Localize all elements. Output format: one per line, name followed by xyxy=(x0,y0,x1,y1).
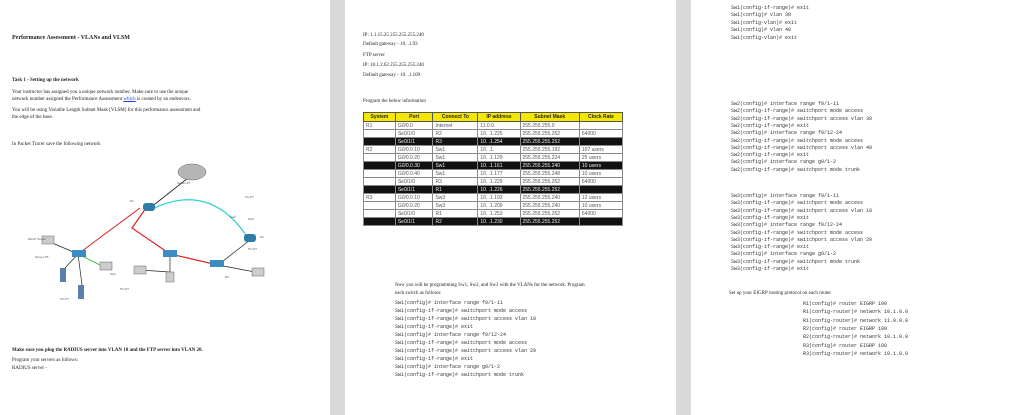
eigrp-command-line: R1(config-router)# network 10.1.0.0 xyxy=(803,309,909,316)
server-icon-2 xyxy=(78,285,84,299)
document-page-3 xyxy=(691,0,1024,415)
table-row xyxy=(364,210,623,218)
col-port: Port xyxy=(395,113,433,122)
sw3-command-line: Sw3(config-if-range)# switchport mode access xyxy=(731,229,864,236)
table-cell-sys xyxy=(364,162,396,170)
pc-icon-2 xyxy=(100,262,112,270)
sw2-command-line: Sw2(config-if-range)# switchport mode access xyxy=(731,137,864,144)
table-cell-mask: 255.255.255.0 xyxy=(520,122,579,130)
command-line: Sw1(config-if-range)# switchport access vlan 20 xyxy=(395,348,537,354)
eigrp-command-line: R1(config)# router EIGRP 100 xyxy=(803,301,888,307)
svg-text:Server-PT: Server-PT xyxy=(177,181,191,185)
table-cell-clock: 10 users xyxy=(579,202,622,210)
table-cell-mask: 255.255.255.252 xyxy=(520,218,579,226)
link-r2-sw1 xyxy=(78,208,140,254)
table-cell-clock xyxy=(579,138,622,146)
sw2-command-line: Sw2(config-if-range)# switchport access vlan 30 xyxy=(731,115,873,122)
after-table-line-1: Now you will be programming Sw1, Sw2, and Sw3 with the VLANs for the network. Program xyxy=(395,283,585,288)
table-cell-port: Se0/1/1 xyxy=(395,138,433,146)
eigrp-instruction: Set up your EIGRP routing protocol on each router xyxy=(729,291,832,296)
vlan-command-line: Sw1(config-vlan)# exit xyxy=(731,19,798,26)
table-row xyxy=(364,122,623,130)
svg-text:PC-PT: PC-PT xyxy=(120,287,129,291)
table-cell-conn: R2 xyxy=(433,130,478,138)
eigrp-command-line: R2(config-router)# network 10.1.0.0 xyxy=(803,334,909,341)
table-row xyxy=(364,130,623,138)
after-table-line-2: each switch as follows: xyxy=(395,291,442,296)
sw2-command-line: Sw2(config)# interface range f0/12-24 xyxy=(731,130,843,137)
program-line: Program the below information xyxy=(363,99,426,104)
table-row xyxy=(364,194,623,202)
table-cell-conn: Sw1 xyxy=(433,154,478,162)
command-line: Sw1(config-if-range)# exit xyxy=(395,324,474,330)
table-cell-mask: 255.255.255.252 xyxy=(520,186,579,194)
table-cell-mask: 255.255.255.252 xyxy=(520,210,579,218)
document-page-2 xyxy=(345,0,676,415)
switch-sw1-icon xyxy=(72,250,86,257)
table-cell-port: Se0/1/0 xyxy=(395,178,433,186)
svg-text:Sw2: Sw2 xyxy=(230,215,236,219)
sw2-command-line: Sw2(config)# interface range g0/1-2 xyxy=(731,159,837,166)
table-cell-clock: 10 users xyxy=(579,162,622,170)
sw3-command-line: Sw3(config)# interface range g0/1-2 xyxy=(731,251,837,258)
table-cell-ip: 10. .1.229 xyxy=(478,178,520,186)
vlan-command-line: Sw1(config)# vlan 40 xyxy=(731,27,792,34)
sw3-command-line: Sw3(config-if-range)# switchport access vlan 20 xyxy=(731,236,873,243)
table-cell-conn: Internet xyxy=(433,122,478,130)
table-cell-clock: 12 users xyxy=(579,194,622,202)
table-row xyxy=(364,170,623,178)
svg-text:PC-PT: PC-PT xyxy=(245,195,254,199)
table-cell-conn: R1 xyxy=(433,210,478,218)
command-line: Sw1(config)# interface range f0/1-11 xyxy=(395,300,504,306)
sw2-command-line: Sw2(config)# interface range f0/1-11 xyxy=(731,101,840,107)
table-cell-sys xyxy=(364,170,396,178)
top-line-5: Default gateway - 10. .1.109 xyxy=(363,73,421,78)
table-cell-mask: 255.255.255.252 xyxy=(520,130,579,138)
table-cell-sys xyxy=(364,130,396,138)
table-cell-port: Se0/1/1 xyxy=(395,218,433,226)
sw2-command-line: Sw2(config-if-range)# switchport mode access xyxy=(731,108,864,115)
table-cell-sys xyxy=(364,154,396,162)
table-cell-ip: 11.0.0. xyxy=(478,122,520,130)
table-cell-mask: 255.255.255.252 xyxy=(520,178,579,186)
table-cell-port: Se0/1/0 xyxy=(395,130,433,138)
table-cell-conn: R3 xyxy=(433,178,478,186)
command-line: Sw1(config)# interface range g0/1-2 xyxy=(395,364,501,370)
server-icon xyxy=(60,268,66,282)
table-cell-port: G0/0.0.10 xyxy=(395,194,433,202)
table-cell-ip: 10. .1.193 xyxy=(478,194,520,202)
top-line-3: FTP server xyxy=(363,53,385,58)
table-cell-port: G0/0.0 xyxy=(395,122,433,130)
col-subnet-mask: Subnet Mask xyxy=(520,113,579,122)
sw3-command-line: Sw3(config)# interface range f0/1-11 xyxy=(731,193,840,199)
table-cell-clock: 107 users xyxy=(579,146,622,154)
table-cell-conn: Sw3 xyxy=(433,194,478,202)
table-cell-port: G0/0.0.20 xyxy=(395,202,433,210)
intro-link[interactable]: which xyxy=(123,97,136,102)
table-cell-port: Se0/1/0 xyxy=(395,210,433,218)
sw3-command-line: Sw3(config-if-range)# switchport mode access xyxy=(731,200,864,207)
table-cell-ip: 10. .1.254 xyxy=(478,138,520,146)
svg-text:R2: R2 xyxy=(260,235,264,239)
switch-sw2-icon xyxy=(163,250,177,257)
table-cell-clock: 64000 xyxy=(579,130,622,138)
footer-line-2: RADIUS server - xyxy=(12,366,47,371)
table-row xyxy=(364,146,623,154)
table-cell-ip: 10. .1.225 xyxy=(478,130,520,138)
table-cell-mask: 255.255.255.224 xyxy=(520,154,579,162)
col-connect-to: Connect To xyxy=(433,113,478,122)
table-cell-conn: R1 xyxy=(433,186,478,194)
svg-text:DHCP Server: DHCP Server xyxy=(28,237,47,241)
table-cell-sys xyxy=(364,210,396,218)
table-row xyxy=(364,154,623,162)
svg-text:Sw1: Sw1 xyxy=(110,272,116,276)
table-row xyxy=(364,178,623,186)
table-cell-conn: Sw1 xyxy=(433,162,478,170)
eigrp-command-line: R3(config)# router EIGRP 100 xyxy=(803,342,888,349)
table-cell-sys xyxy=(364,202,396,210)
table-cell-conn: R2 xyxy=(433,218,478,226)
sw3-command-line: Sw3(config-if-range)# exit xyxy=(731,266,810,272)
intro-line-2: network number assigned the Performance Assessment which is created by an endeavors. xyxy=(12,97,191,102)
command-line: Sw1(config-if-range)# switchport mode access xyxy=(395,340,528,346)
sw3-command-line: Sw3(config-if-range)# exit xyxy=(731,244,810,251)
svg-text:PC-PT: PC-PT xyxy=(248,247,257,251)
svg-text:R1: R1 xyxy=(130,199,134,203)
table-cell-ip: 10. .1. xyxy=(478,146,520,154)
pc-icon-3 xyxy=(134,266,146,274)
command-line: Sw1(config-if-range)# exit xyxy=(395,356,474,362)
table-cell-ip: 10. .1.253 xyxy=(478,210,520,218)
top-line-2: Default gateway - 10. .1.93 xyxy=(363,42,418,47)
table-cell-sys xyxy=(364,138,396,146)
table-cell-mask: 255.255.255.252 xyxy=(520,138,579,146)
table-cell-port: G0/0.0.30 xyxy=(395,162,433,170)
sw2-command-line: Sw2(config-if-range)# switchport mode trunk xyxy=(731,166,861,173)
switch-sw3-icon xyxy=(210,260,224,267)
eigrp-command-line: R3(config-router)# network 10.1.0.0 xyxy=(803,350,909,357)
footer-line-1: Program your servers as follows: xyxy=(12,358,79,363)
table-cell-conn: Sw1 xyxy=(433,146,478,154)
pc-icon-5 xyxy=(252,268,264,276)
pc-icon-4 xyxy=(166,272,174,282)
table-cell-clock: 64000 xyxy=(579,178,622,186)
table-cell-sys: R3 xyxy=(364,194,396,202)
table-cell-mask: 255.255.255.192 xyxy=(520,146,579,154)
vlan-command-line: Sw1(config)# vlan 30 xyxy=(731,12,792,19)
router-r1-icon xyxy=(143,203,155,211)
intro-line-1: Your instructor has assigned you a unique network number. Make sure to use the unique xyxy=(12,90,189,95)
vlan-command-line: Sw1(config-if-range)# exit xyxy=(731,5,810,11)
col-ip-address: IP address xyxy=(478,113,520,122)
sw2-command-line: Sw2(config-if-range)# switchport access vlan 40 xyxy=(731,144,873,151)
table-cell-clock: 10 users xyxy=(579,170,622,178)
svg-text:Sw3: Sw3 xyxy=(248,217,254,221)
sw2-command-line: Sw2(config-if-range)# exit xyxy=(731,122,810,129)
ip-config-table xyxy=(363,112,623,226)
eigrp-command-line: R2(config)# router EIGRP 100 xyxy=(803,325,888,332)
link-sw1-server2 xyxy=(78,254,82,285)
table-cell-ip: 10. .1.226 xyxy=(478,186,520,194)
table-row xyxy=(364,202,623,210)
table-cell-sys: R2 xyxy=(364,146,396,154)
table-cell-conn: Sw1 xyxy=(433,170,478,178)
command-line: Sw1(config-if-range)# switchport mode trunk xyxy=(395,372,525,378)
table-cell-mask: 255.255.255.240 xyxy=(520,202,579,210)
table-cell-sys xyxy=(364,178,396,186)
sw3-command-line: Sw3(config-if-range)# exit xyxy=(731,214,810,221)
col-system: System xyxy=(364,113,396,122)
table-header-row xyxy=(364,113,623,122)
command-line: Sw1(config-if-range)# switchport mode access xyxy=(395,308,528,314)
table-cell-ip: 10. .1.129 xyxy=(478,154,520,162)
col-clock-rate: Clock Rate xyxy=(579,113,622,122)
table-cell-port: Se0/1/1 xyxy=(395,186,433,194)
page-title: Performance Assessment - VLANs and VLSM xyxy=(12,35,130,41)
top-line-4: IP: 10.1.2.62 255.255.255.240 xyxy=(363,63,424,68)
top-line-1: IP: 1.1.15.25 255.255.255.240 xyxy=(363,33,424,38)
table-cell-ip: 10. .1.209 xyxy=(478,202,520,210)
eigrp-command-line: R1(config-router)# network 11.0.0.0 xyxy=(803,317,909,324)
svg-text:PC-PT: PC-PT xyxy=(60,297,69,301)
sw2-command-line: Sw2(config-if-range)# exit xyxy=(731,152,810,159)
table-cell-mask: 255.255.255.240 xyxy=(520,162,579,170)
table-cell-sys xyxy=(364,218,396,226)
internet-cloud-icon xyxy=(178,164,206,180)
router-r3-icon xyxy=(244,234,256,242)
table-cell-clock xyxy=(579,122,622,130)
table-cell-ip: 10. .1.230 xyxy=(478,218,520,226)
table-row xyxy=(364,218,623,226)
intro-line-4: the edge of the base. xyxy=(12,115,53,120)
table-row xyxy=(364,138,623,146)
table-cell-clock xyxy=(579,186,622,194)
command-line: Sw1(config-if-range)# switchport access vlan 10 xyxy=(395,316,537,322)
table-row xyxy=(364,162,623,170)
topology-caption: In Packet Tracer save the following network xyxy=(12,142,101,147)
table-cell-sys: R1 xyxy=(364,122,396,130)
table-cell-clock: 25 users xyxy=(579,154,622,162)
svg-text:R3: R3 xyxy=(225,275,229,279)
command-line: Sw1(config)# interface range f0/12-24 xyxy=(395,332,507,338)
svg-text:Server-PT: Server-PT xyxy=(35,255,49,259)
table-cell-conn: Sw3 xyxy=(433,202,478,210)
vlan-command-line: Sw1(config-vlan)# exit xyxy=(731,34,798,41)
table-row xyxy=(364,186,623,194)
sw3-command-line: Sw3(config-if-range)# switchport access vlan 10 xyxy=(731,207,873,214)
task-heading: Task 1 - Setting up the network xyxy=(12,78,79,83)
table-cell-mask: 255.255.255.240 xyxy=(520,194,579,202)
footer-bold-note: Make sure you plug the RADIUS server into VLAN 10 and the FTP server into VLAN 20. xyxy=(12,348,203,353)
network-topology-diagram xyxy=(20,150,310,305)
table-cell-port: G0/0.0.20 xyxy=(395,154,433,162)
table-cell-sys xyxy=(364,186,396,194)
table-cell-ip: 10. .1.161 xyxy=(478,162,520,170)
sw3-command-line: Sw3(config)# interface range f0/12-24 xyxy=(731,222,843,229)
table-cell-mask: 255.255.255.248 xyxy=(520,170,579,178)
table-cell-conn: R3 xyxy=(433,138,478,146)
table-cell-ip: 10. .1.177 xyxy=(478,170,520,178)
table-cell-clock xyxy=(579,218,622,226)
document-page-1 xyxy=(0,0,330,415)
table-cell-port: G0/0.0.40 xyxy=(395,170,433,178)
sw3-command-line: Sw3(config-if-range)# switchport mode trunk xyxy=(731,258,861,265)
table-cell-port: G0/0.0.10 xyxy=(395,146,433,154)
intro-line-3: You will be using Variable Length Subnet Mask (VLSM) for this performance assessment and xyxy=(12,108,201,113)
table-cell-clock: 64000 xyxy=(579,210,622,218)
